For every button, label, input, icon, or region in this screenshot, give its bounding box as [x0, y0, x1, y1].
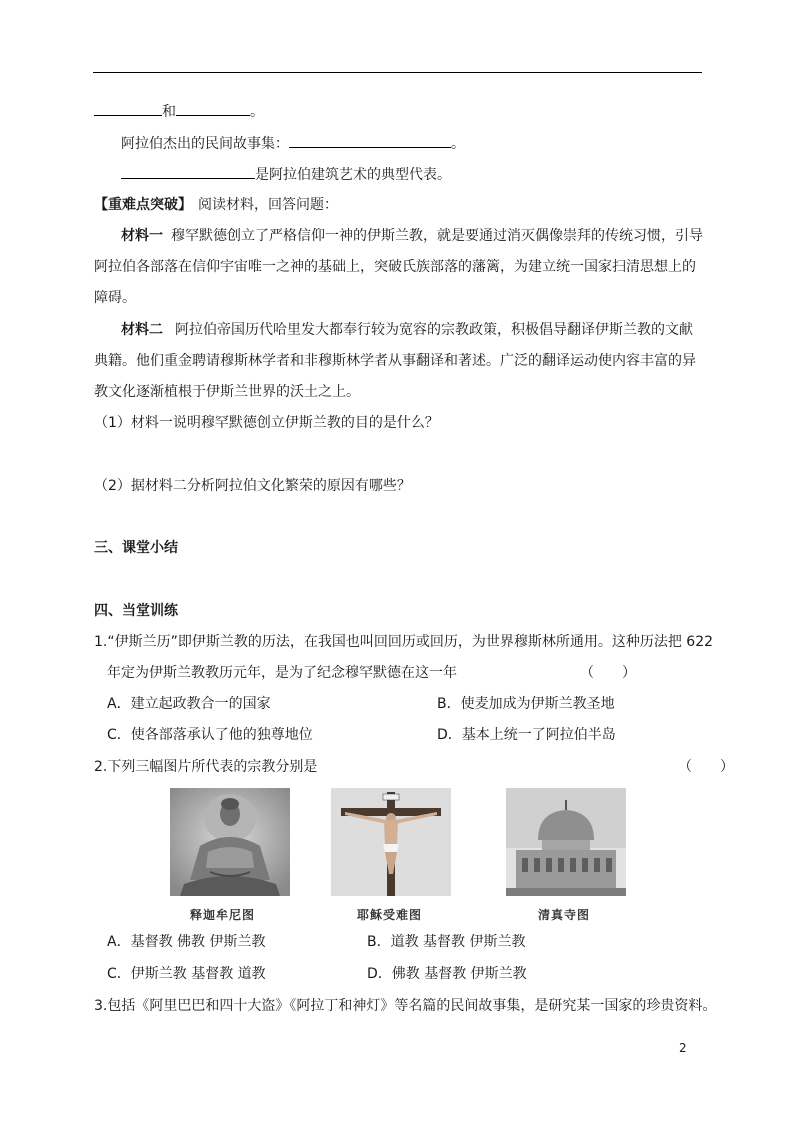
q2-option-c[interactable]: C．伊斯兰教 基督教 道教 — [107, 966, 266, 982]
q3-stem-line-1: 3.包括《阿里巴巴和四十大盗》《阿拉丁和神灯》等名篇的民间故事集，是研究某一国家的珍贵资料。 — [94, 998, 717, 1014]
q2-stem: 2.下列三幅图片所代表的宗教分别是 — [94, 759, 318, 775]
caption-buddha: 释迦牟尼图 — [190, 908, 256, 922]
key-points-heading — [94, 195, 338, 215]
q2-option-b[interactable]: B．道教 基督教 伊斯兰教 — [367, 934, 526, 950]
key-points-prompt: 阅读材料，回答问题： — [198, 197, 338, 213]
material2-line-2: 典籍。他们重金聘请穆斯林学者和非穆斯林学者从事翻译和著述。广泛的翻译运动使内容丰富的异 — [94, 353, 696, 369]
material2-label: 材料二 — [121, 322, 163, 338]
answer-blank[interactable] — [121, 164, 255, 179]
q2-option-d[interactable]: D．佛教 基督教 伊斯兰教 — [367, 966, 527, 982]
material2-line-3: 教文化逐渐植根于伊斯兰世界的沃土之上。 — [94, 384, 360, 400]
crucifixion-image — [331, 788, 451, 896]
material1-text: 穆罕默德创立了严格信仰一神的伊斯兰教，就是要通过消灭偶像崇拜的传统习惯，引导 — [171, 228, 703, 244]
q1-option-d[interactable]: D．基本上统一了阿拉伯半岛 — [437, 727, 616, 743]
material1-line-2: 阿拉伯各部落在信仰宇宙唯一之神的基础上，突破氏族部落的藩篱，为建立统一国家扫清思想上的 — [94, 259, 696, 275]
section-class-practice: 四、当堂训练 — [94, 603, 178, 619]
period: 。 — [250, 104, 264, 120]
q1-option-c[interactable]: C．使各部落承认了他的独尊地位 — [107, 727, 313, 743]
material1-line-1 — [121, 226, 703, 246]
header-rule — [93, 72, 702, 73]
q1-stem-line-2: 年定为伊斯兰教教历元年，是为了纪念穆罕默德在这一年 — [107, 665, 457, 681]
q1-answer-paren[interactable]: （ ） — [580, 665, 636, 681]
caption-mosque: 清真寺图 — [538, 908, 591, 922]
q1-option-b[interactable]: B．使麦加成为伊斯兰教圣地 — [437, 696, 615, 712]
section-class-summary: 三、课堂小结 — [94, 540, 178, 556]
mosque-image — [506, 788, 626, 896]
architecture-text: 是阿拉伯建筑艺术的典型代表。 — [255, 167, 451, 183]
q2-answer-paren[interactable]: （ ） — [678, 759, 734, 775]
caption-crucifixion: 耶稣受难图 — [357, 908, 423, 922]
answer-blank[interactable] — [289, 133, 451, 148]
fill-line-1 — [94, 101, 264, 122]
material2-text: 阿拉伯帝国历代哈里发大都奉行较为宽容的宗教政策，积极倡导翻译伊斯兰教的文献 — [175, 322, 693, 338]
material2-line-1 — [121, 320, 693, 340]
q2-option-a[interactable]: A．基督教 佛教 伊斯兰教 — [107, 934, 266, 950]
period: 。 — [451, 136, 465, 152]
material-question-1: （1）材料一说明穆罕默德创立伊斯兰教的目的是什么？ — [94, 415, 439, 431]
key-points-label: 【重难点突破】 — [94, 197, 192, 213]
material1-label: 材料一 — [121, 228, 163, 244]
q1-option-a[interactable]: A．建立起政教合一的国家 — [107, 696, 271, 712]
answer-blank[interactable] — [176, 101, 250, 116]
and-text: 和 — [162, 104, 176, 120]
answer-blank[interactable] — [94, 101, 162, 116]
buddha-image — [170, 788, 290, 896]
page-number: 2 — [679, 1041, 687, 1055]
material-question-2: （2）据材料二分析阿拉伯文化繁荣的原因有哪些？ — [94, 478, 411, 494]
fill-line-2 — [121, 133, 465, 154]
folk-tales-label: 阿拉伯杰出的民间故事集： — [121, 136, 289, 152]
fill-line-3 — [121, 164, 451, 185]
q1-stem-line-1: 1.“伊斯兰历”即伊斯兰教的历法，在我国也叫回回历或回历，为世界穆斯林所通用。这种历法把 622 — [94, 634, 714, 650]
material1-line-3: 障碍。 — [94, 290, 136, 306]
